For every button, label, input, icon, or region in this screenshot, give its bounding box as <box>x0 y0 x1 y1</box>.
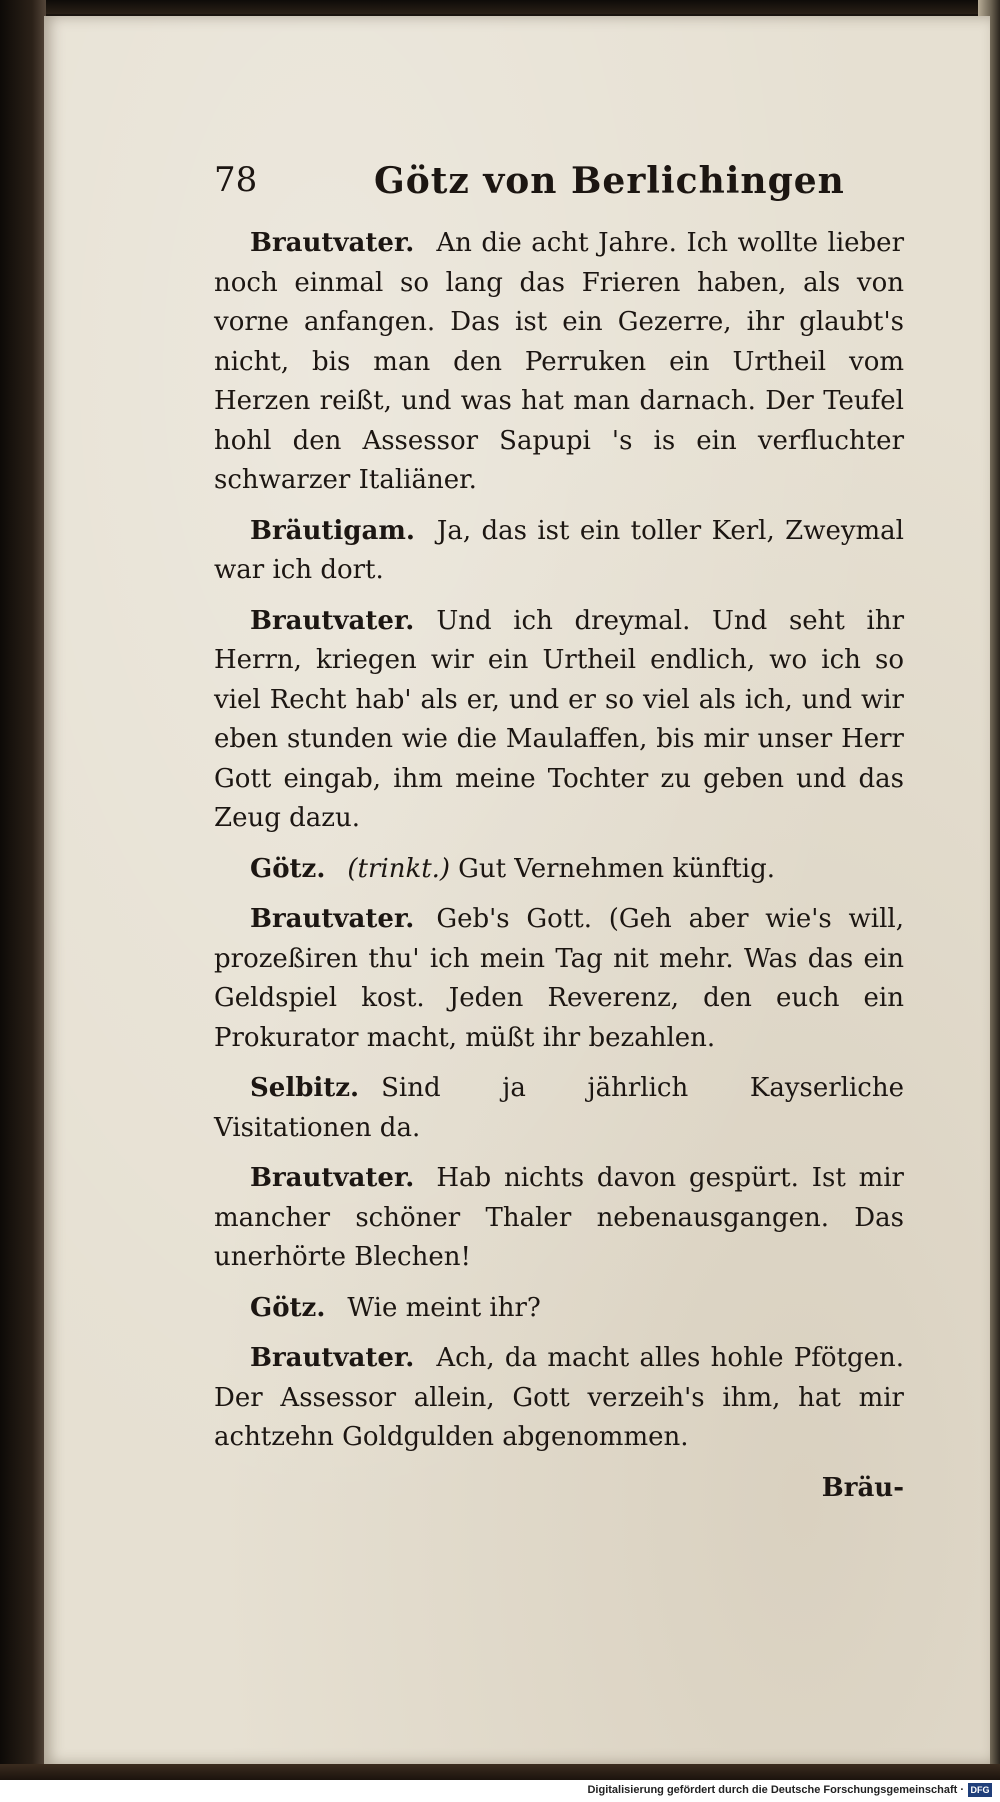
dfg-logo: DFG <box>968 1783 992 1797</box>
catchword: Bräu- <box>821 1472 904 1503</box>
speaker-name: Brautvater. <box>250 228 415 258</box>
dialogue-paragraph <box>214 224 904 501</box>
dialogue-paragraph <box>214 1069 904 1148</box>
speech-text: Und ich dreymal. Und seht ihr Herrn, kriegen wir ein Urtheil endlich, wo ich so viel Recht hab' als er, und er so viel als ich, und wir eben stunden wie die Maulaffen, bis mir unser Herr Gott eingab, ihm meine Tochter zu geben und das Zeug dazu. <box>214 605 904 833</box>
page-number: 78 <box>214 160 258 200</box>
speech-text: Ach, da macht alles hohle Pfötgen. Der Assessor allein, Gott verzeih's ihm, hat mir achtzehn Goldgulden abgenommen. <box>214 1343 904 1452</box>
speech-text: An die acht Jahre. Ich wollte lieber noch einmal so lang das Frieren haben, als von vorne anfangen. Das ist ein Gezerre, ihr glaubt's nicht, bis man den Perruken ein Urtheil vom Herzen reißt, und was hat man darnach. Der Teufel hohl den Assessor Sapupi 's is ein verfluchter schwarzer Italiäner. <box>214 228 904 495</box>
dialogue-paragraph <box>214 850 904 890</box>
stage-direction: (trinkt.) <box>347 853 451 884</box>
running-title: Götz von Berlichingen <box>374 160 845 202</box>
dialogue-paragraph <box>214 1289 904 1329</box>
page-text-column <box>214 150 904 1508</box>
speech-text: Geb's Gott. (Geh aber wie's will, prozeßiren thu' ich mein Tag nit mehr. Was das ein Geldspiel kost. Jeden Reverenz, den euch ein Prokurator macht, müßt ihr bezahlen. <box>214 904 904 1053</box>
page-header <box>214 150 904 210</box>
digitization-footer <box>0 1780 1000 1802</box>
speech-text: Wie meint ihr? <box>347 1292 541 1323</box>
dialogue-paragraph <box>214 1339 904 1458</box>
speaker-name: Brautvater. <box>250 605 415 636</box>
speaker-name: Brautvater. <box>250 1163 415 1193</box>
dialogue-paragraph <box>214 900 904 1058</box>
scan-bottom-edge <box>0 1764 1000 1780</box>
speaker-name: Brautvater. <box>250 904 415 934</box>
speech-text: Sind ja jährlich Kayserliche Visitationen da. <box>214 1073 904 1143</box>
speech-text: Hab nichts davon gespürt. Ist mir mancher schöner Thaler nebenausgangen. Das unerhörte Blechen! <box>214 1163 904 1272</box>
speaker-name: Götz. <box>250 853 326 884</box>
dialogue-paragraph <box>214 1159 904 1278</box>
scan-top-edge <box>0 0 1000 14</box>
speaker-name: Bräutigam. <box>250 515 415 546</box>
speech-text: Ja, das ist ein toller Kerl, Zweymal war ich dort. <box>214 515 904 585</box>
dialogue-paragraph <box>214 512 904 591</box>
book-spine-edge <box>0 0 46 1802</box>
speech-text: Gut Vernehmen künftig. <box>458 853 775 884</box>
speaker-name: Brautvater. <box>250 1343 415 1373</box>
speaker-name: Götz. <box>250 1292 326 1323</box>
footer-credit: Digitalisierung gefördert durch die Deutsche Forschungsgemeinschaft · <box>587 1784 964 1796</box>
speaker-name: Selbitz. <box>250 1073 360 1103</box>
dialogue-paragraph <box>214 602 904 839</box>
dialogue-body <box>214 224 904 1458</box>
